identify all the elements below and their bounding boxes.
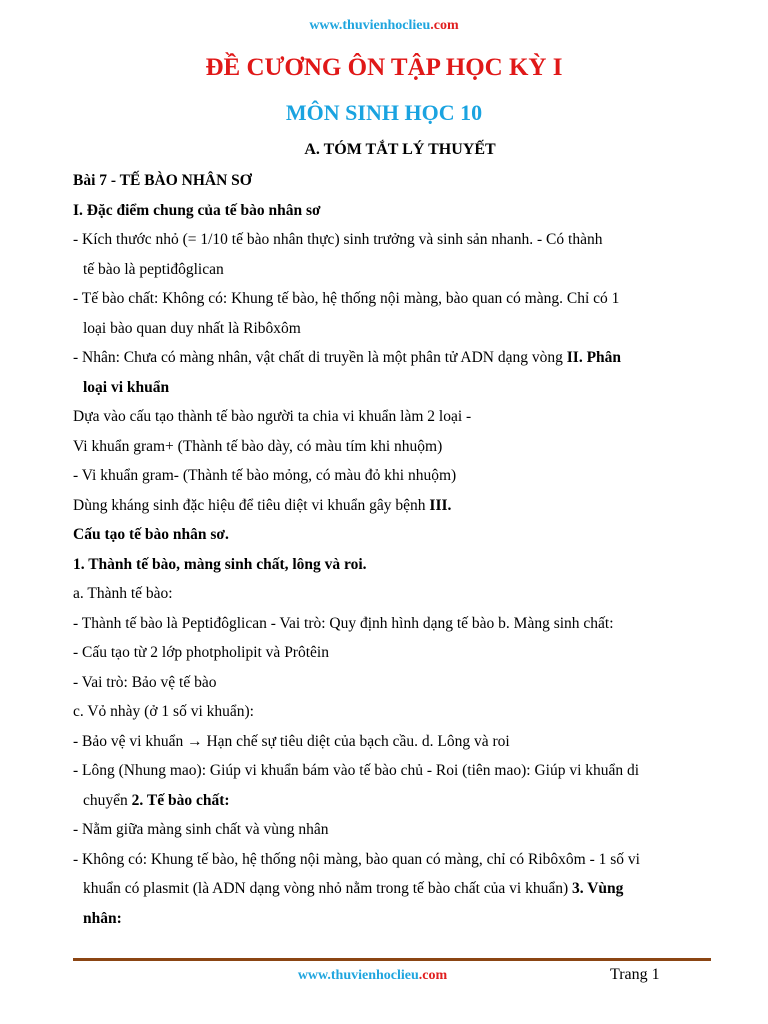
paragraph: - Không có: Khung tế bào, hệ thống nội màng, bào quan có màng, chỉ có Ribôxôm - 1 số vi — [73, 850, 640, 868]
header-site-prefix: www.thuvienhoclieu — [309, 18, 431, 33]
header-site-suffix: .com — [430, 18, 459, 33]
paragraph: Dựa vào cấu tạo thành tế bào người ta chia vi khuẩn làm 2 loại - — [73, 408, 472, 425]
general-features-heading: I. Đặc điểm chung của tế bào nhân sơ — [73, 201, 321, 219]
paragraph — [73, 727, 683, 757]
footer-site-suffix: .com — [418, 968, 448, 983]
subject-title: MÔN SINH HỌC 10 — [285, 100, 483, 125]
paragraph: - Tế bào chất: Không có: Khung tế bào, hệ thống nội màng, bào quan có màng. Chỉ có 1 — [73, 290, 620, 307]
lesson-heading: Bài 7 - TẾ BÀO NHÂN SƠ — [73, 172, 252, 189]
structure-heading: Cấu tạo tế bào nhân sơ. — [73, 526, 229, 543]
paragraph — [73, 874, 683, 904]
subheading: c. Vỏ nhày (ở 1 số vi khuẩn): — [73, 703, 254, 720]
paragraph-text: khuẩn có plasmit (là ADN dạng vòng nhỏ nằm trong tế bào chất của vi khuẩn) — [83, 880, 572, 897]
paragraph — [73, 786, 683, 816]
paragraph-text: chuyển — [83, 791, 132, 809]
footer-site-prefix: www.thuvienhoclieu — [297, 968, 419, 983]
document-body — [73, 166, 683, 933]
footer-divider — [73, 958, 711, 961]
paragraph: - Cấu tạo từ 2 lớp photpholipit và Prôtêin — [73, 644, 329, 661]
subheading: a. Thành tế bào: — [73, 585, 173, 602]
paragraph: - Lông (Nhung mao): Giúp vi khuẩn bám vào tế bào chủ - Roi (tiên mao): Giúp vi khuẩn di — [73, 762, 640, 779]
section-iii-label: III. — [429, 496, 452, 514]
paragraph: - Kích thước nhỏ (= 1/10 tế bào nhân thực) sinh trưởng và sinh sản nhanh. - Có thành — [73, 231, 603, 248]
cell-wall-heading: 1. Thành tế bào, màng sinh chất, lông và roi. — [73, 555, 367, 573]
paragraph: Vi khuẩn gram+ (Thành tế bào dày, có màu tím khi nhuộm) — [73, 437, 443, 455]
paragraph — [73, 343, 683, 373]
page-number: Trang 1 — [610, 966, 660, 983]
paragraph-text: - Bảo vệ vi khuẩn — [73, 732, 188, 750]
paragraph: tế bào là peptiđôglican — [83, 260, 224, 278]
document-title: ĐỀ CƯƠNG ÔN TẬP HỌC KỲ I — [205, 54, 563, 81]
nucleoid-heading: 3. Vùng — [572, 880, 624, 897]
paragraph: - Nằm giữa màng sinh chất và vùng nhân — [73, 821, 329, 838]
cytoplasm-heading: 2. Tế bào chất: — [131, 791, 230, 809]
classification-heading-cont: loại vi khuẩn — [83, 378, 170, 396]
paragraph-text: - Nhân: Chưa có màng nhân, vật chất di truyền là một phân tử ADN dạng vòng — [73, 349, 567, 366]
paragraph — [73, 491, 683, 521]
paragraph: - Thành tế bào là Peptiđôglican - Vai trò: Quy định hình dạng tế bào b. Màng sinh chất: — [73, 614, 614, 632]
arrow-icon: → — [187, 732, 203, 750]
classification-heading: II. Phân — [566, 349, 622, 366]
paragraph-text: Hạn chế sự tiêu diệt của bạch cầu. d. Lông và roi — [202, 732, 510, 750]
paragraph-text: Dùng kháng sinh đặc hiệu để tiêu diệt vi khuẩn gây bệnh — [73, 496, 430, 514]
paragraph: loại bào quan duy nhất là Ribôxôm — [83, 319, 301, 337]
section-a-heading: A. TÓM TẮT LÝ THUYẾT — [304, 141, 496, 158]
paragraph: - Vai trò: Bảo vệ tế bào — [73, 673, 217, 691]
header-site-link[interactable] — [0, 18, 768, 34]
paragraph: - Vi khuẩn gram- (Thành tế bào mỏng, có màu đỏ khi nhuộm) — [73, 467, 457, 484]
nucleoid-heading-cont: nhân: — [83, 909, 122, 927]
